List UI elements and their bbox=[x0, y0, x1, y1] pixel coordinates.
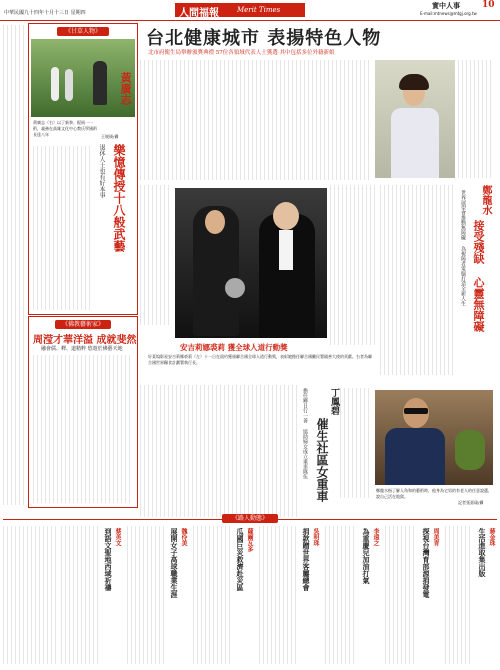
bottom-col-headline: 生活進取集出版 bbox=[478, 528, 487, 577]
story-subhead: 退休人士也有好本事 bbox=[98, 144, 105, 198]
bottom-col-name: 蔡英文 bbox=[114, 528, 121, 546]
issue-date: 中華民國九十四年十月十三日 星期四 bbox=[4, 10, 86, 16]
bottom-col-body bbox=[193, 526, 231, 664]
body bbox=[391, 108, 439, 178]
bottom-section-tag: 《路人動態》 bbox=[222, 514, 278, 523]
logo-sub: Merit Times bbox=[237, 6, 281, 14]
man-body bbox=[385, 428, 445, 485]
bottom-col-headline: 展開女子高球職業生涯 bbox=[170, 528, 179, 598]
photo-credit: 王媛瑛/攝 bbox=[101, 134, 119, 139]
middle-body bbox=[140, 385, 298, 517]
lead-body-3 bbox=[330, 185, 375, 345]
left-section-tag: 《甘草人物》 bbox=[57, 27, 109, 36]
figure bbox=[93, 61, 107, 105]
man-photo-credit: 記者張嘉瑜/攝 bbox=[458, 500, 484, 505]
plant bbox=[455, 430, 485, 470]
photo-caption: 黃廣志（右）以了新拳、棍兩一一術，義務在高雄文化中心教氏學國術長達八年 bbox=[33, 120, 97, 137]
award-photo bbox=[175, 188, 327, 338]
left-story bbox=[28, 23, 138, 315]
bottom-col-headline: 捐款贈世界客屬總會 bbox=[302, 528, 311, 591]
bottom-col-body bbox=[325, 526, 357, 664]
bottom-col bbox=[385, 526, 441, 664]
lead-body bbox=[140, 60, 370, 180]
page-number: 10 bbox=[482, 0, 495, 10]
bottom-col-headline: 瓜國巨災救濟赴災區 bbox=[236, 528, 245, 591]
story-headline: 樂憶傳授十八般武藝 bbox=[112, 144, 126, 252]
email: E-mail:mtnews@mtgj.org.tw bbox=[420, 11, 477, 16]
logo: 人間福報 bbox=[179, 8, 219, 19]
section-name: 實中人事 bbox=[432, 1, 460, 10]
masthead bbox=[0, 0, 500, 21]
bottom-col-body bbox=[259, 526, 297, 664]
bottom-col bbox=[325, 526, 381, 664]
story-name: 黃廣志 bbox=[119, 72, 132, 105]
bottom-col-name: 魏伶美 bbox=[180, 528, 187, 546]
bottom-col-name: 李遠之 bbox=[372, 528, 379, 546]
figure bbox=[51, 67, 59, 101]
left2-section-tag: 《佛教藝術家》 bbox=[55, 320, 111, 329]
lead-body-2 bbox=[140, 185, 172, 325]
lead-subhead: 北市府衛生局舉辦頒獎典禮 57位各領域代表人士獲選 其中包括多位外籍新娘 bbox=[148, 50, 335, 56]
figure bbox=[65, 69, 73, 101]
bottom-col-name: 吳明珠 bbox=[312, 528, 319, 546]
bottom-col bbox=[193, 526, 255, 664]
woman-face bbox=[205, 210, 225, 234]
bottom-col-headline: 到語文聖地西域祈禱 bbox=[104, 528, 113, 591]
hair bbox=[399, 74, 429, 90]
woman-photo bbox=[375, 60, 455, 178]
bottom-col-body bbox=[61, 526, 99, 664]
bottom-col-body bbox=[445, 526, 473, 664]
sunglasses bbox=[404, 408, 428, 414]
logo-banner bbox=[175, 3, 305, 17]
right-body bbox=[380, 185, 456, 375]
bottom-col-name: 周美青 bbox=[432, 528, 439, 546]
right-headline: 接受殘缺 心靈無障礙 bbox=[472, 220, 485, 332]
man-shirt bbox=[279, 230, 293, 270]
award-caption-body: 好萊塢影星安吉莉娜裘莉（左）十一日在紐約獲頒聯合國全球人道行動獎，表彰她擔任聯合國難民署親善大使的貢獻。右者為聯合國世界糧食計劃署執行長。 bbox=[148, 354, 372, 365]
bottom-col-headline: 為重慶兒加油打氣 bbox=[362, 528, 371, 584]
bottom-columns bbox=[3, 526, 497, 666]
middle-subhead: 擔任鄉日行一善 協助婦女成立重車隊伍 bbox=[302, 388, 308, 479]
left2-body bbox=[33, 355, 133, 503]
right-subhead: 世界展望會推動無障礙 為視障者電腦打造全新人生 bbox=[460, 190, 466, 306]
man-photo-caption: 鄭龍水指了解人角和的藝術時，他身為宅男的有老人的任意說選，說自己活在地獄。 bbox=[376, 488, 492, 499]
bottom-col-name: 薩爾瓦多 bbox=[246, 528, 253, 552]
middle-headline: 催生社區女重車 bbox=[315, 418, 329, 502]
bottom-col-name: 蔣金珠 bbox=[488, 528, 495, 546]
middle-name: 丁鳳碧 bbox=[329, 388, 339, 415]
middle-body-2 bbox=[340, 388, 372, 498]
story-body bbox=[33, 146, 93, 310]
left2-headline: 周滢才華洋溢 成就斐然 bbox=[33, 335, 137, 346]
bottom-col-text bbox=[3, 526, 58, 664]
award-caption-title: 安吉莉娜裘莉 獲全球人道行動獎 bbox=[180, 343, 288, 352]
bottom-col bbox=[61, 526, 123, 664]
man-face bbox=[273, 202, 299, 230]
left2-subhead: 融會儒、釋、道精粹 悠遊於佛藝天地 bbox=[41, 346, 123, 352]
right-name: 鄭龍水 bbox=[480, 185, 491, 215]
man-photo bbox=[375, 390, 493, 485]
right-sidebar-text bbox=[458, 60, 494, 178]
left-thin-text bbox=[3, 25, 25, 505]
trophy bbox=[225, 278, 245, 298]
left-story-2 bbox=[28, 316, 138, 508]
lead-headline: 台北健康城市 表揚特色人物 bbox=[146, 28, 382, 49]
bottom-col bbox=[445, 526, 497, 664]
bottom-col-body bbox=[127, 526, 165, 664]
bottom-col-headline: 探視台灣育部源捐發電 bbox=[422, 528, 431, 598]
bottom-col bbox=[127, 526, 189, 664]
bottom-col bbox=[259, 526, 321, 664]
bottom-col-body bbox=[385, 526, 417, 664]
